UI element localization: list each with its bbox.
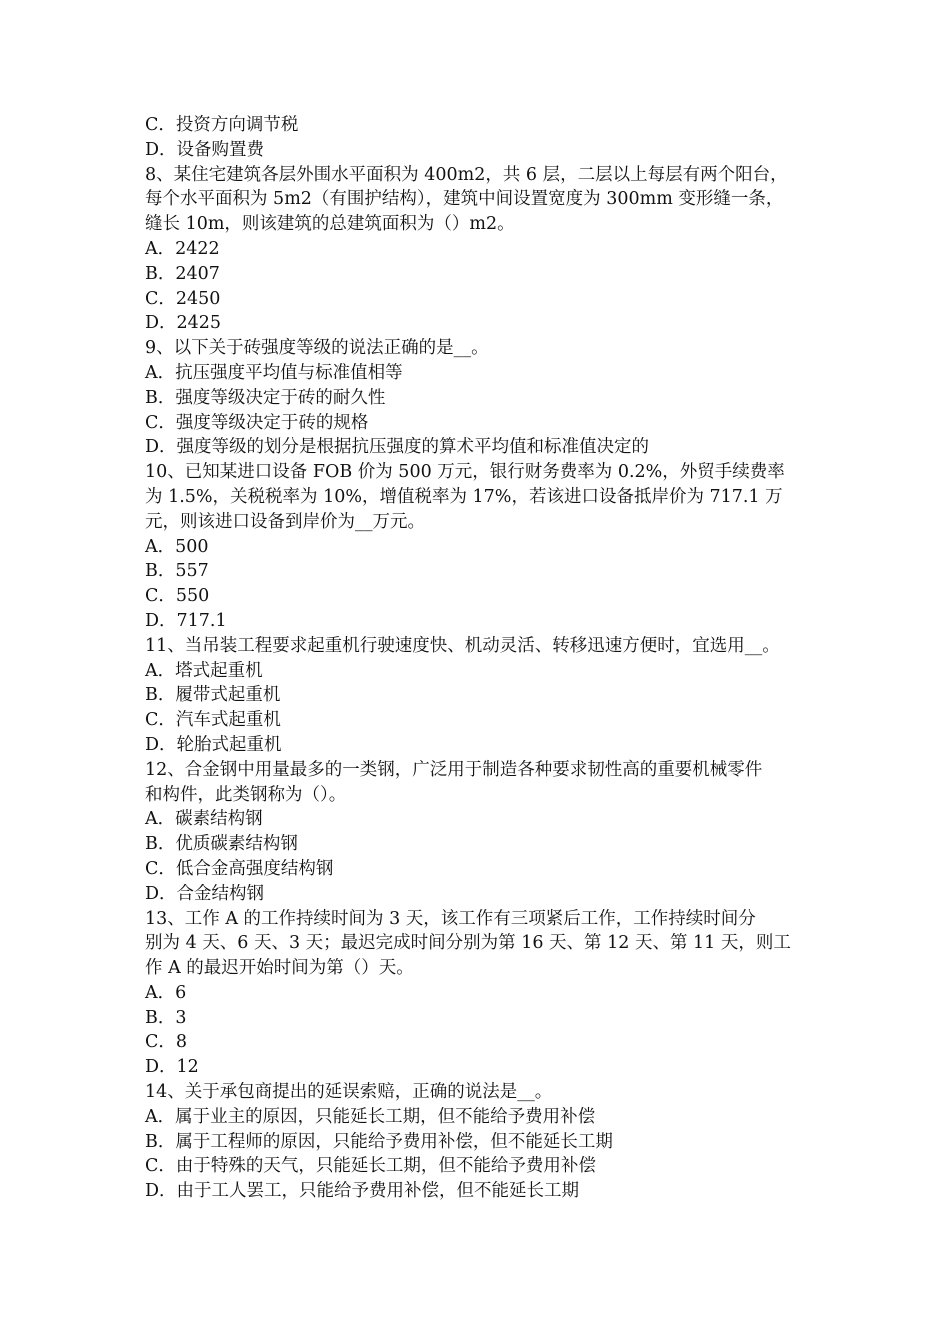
question-text: 12、合金钢中用量最多的一类钢，广泛用于制造各种要求韧性高的重要机械零件 <box>145 759 763 780</box>
option-line: D．2425 <box>145 313 222 334</box>
option-line: D．设备购置费 <box>145 139 265 160</box>
question-text: 别为 4 天、6 天、3 天；最迟完成时间分别为第 16 天、第 12 天、第 11 天，则工 <box>145 933 791 954</box>
option-line: A．抗压强度平均值与标准值相等 <box>145 362 403 383</box>
option-line: C．8 <box>145 1032 188 1053</box>
option-line: D．由于工人罢工，只能给予费用补偿，但不能延长工期 <box>145 1181 580 1202</box>
document-page <box>145 113 810 1204</box>
question-text: 为 1.5%，关税税率为 10%，增值税率为 17%，若该进口设备抵岸价为 717.1 万 <box>145 486 783 507</box>
question-text: 13、工作 A 的工作持续时间为 3 天，该工作有三项紧后工作，工作持续时间分 <box>145 908 756 929</box>
option-line: B．属于工程师的原因，只能给予费用补偿，但不能延长工期 <box>145 1131 613 1152</box>
question-text: 缝长 10m，则该建筑的总建筑面积为（）m2。 <box>145 214 515 235</box>
question-text: 元，则该进口设备到岸价为__万元。 <box>145 511 425 532</box>
option-line: A．属于业主的原因，只能延长工期，但不能给予费用补偿 <box>145 1106 596 1127</box>
option-line: D．合金结构钢 <box>145 883 265 904</box>
option-line: A．500 <box>145 536 209 557</box>
option-line: A．塔式起重机 <box>145 660 263 681</box>
option-line: C．由于特殊的天气，只能延长工期，但不能给予费用补偿 <box>145 1156 596 1177</box>
option-line: C．汽车式起重机 <box>145 710 281 731</box>
question-text: 9、以下关于砖强度等级的说法正确的是__。 <box>145 338 489 359</box>
option-line: C．投资方向调节税 <box>145 115 299 135</box>
question-text: 14、关于承包商提出的延误索赔，正确的说法是__。 <box>145 1082 553 1103</box>
question-text: 10、已知某进口设备 FOB 价为 500 万元，银行财务费率为 0.2%，外贸手续费率 <box>145 462 785 483</box>
option-line: B．557 <box>145 561 209 582</box>
option-line: B．强度等级决定于砖的耐久性 <box>145 387 386 408</box>
option-line: D．12 <box>145 1057 199 1078</box>
question-text: 11、当吊装工程要求起重机行驶速度快、机动灵活、转移迅速方便时，宜选用__。 <box>145 635 780 656</box>
question-text: 和构件，此类钢称为（）。 <box>145 784 347 805</box>
question-text: 作 A 的最迟开始时间为第（）天。 <box>145 958 414 979</box>
option-line: D．717.1 <box>145 610 227 631</box>
option-line: B．履带式起重机 <box>145 685 281 706</box>
option-line: A．碳素结构钢 <box>145 809 263 830</box>
option-line: D．强度等级的划分是根据抗压强度的算术平均值和标准值决定的 <box>145 437 650 458</box>
option-line: A．2422 <box>145 238 220 259</box>
option-line: A．6 <box>145 982 187 1003</box>
option-line: C．强度等级决定于砖的规格 <box>145 412 369 433</box>
question-text: 8、某住宅建筑各层外围水平面积为 400m2，共 6 层，二层以上每层有两个阳台， <box>145 164 788 185</box>
option-line: B．3 <box>145 1007 187 1028</box>
option-line: B．2407 <box>145 263 220 284</box>
option-line: B．优质碳素结构钢 <box>145 834 298 855</box>
option-line: C．低合金高强度结构钢 <box>145 858 334 879</box>
option-line: C．550 <box>145 586 210 607</box>
question-text: 每个水平面积为 5m2（有围护结构），建筑中间设置宽度为 300mm 变形缝一条， <box>145 189 784 210</box>
option-line: D．轮胎式起重机 <box>145 734 282 755</box>
option-line: C．2450 <box>145 288 221 309</box>
